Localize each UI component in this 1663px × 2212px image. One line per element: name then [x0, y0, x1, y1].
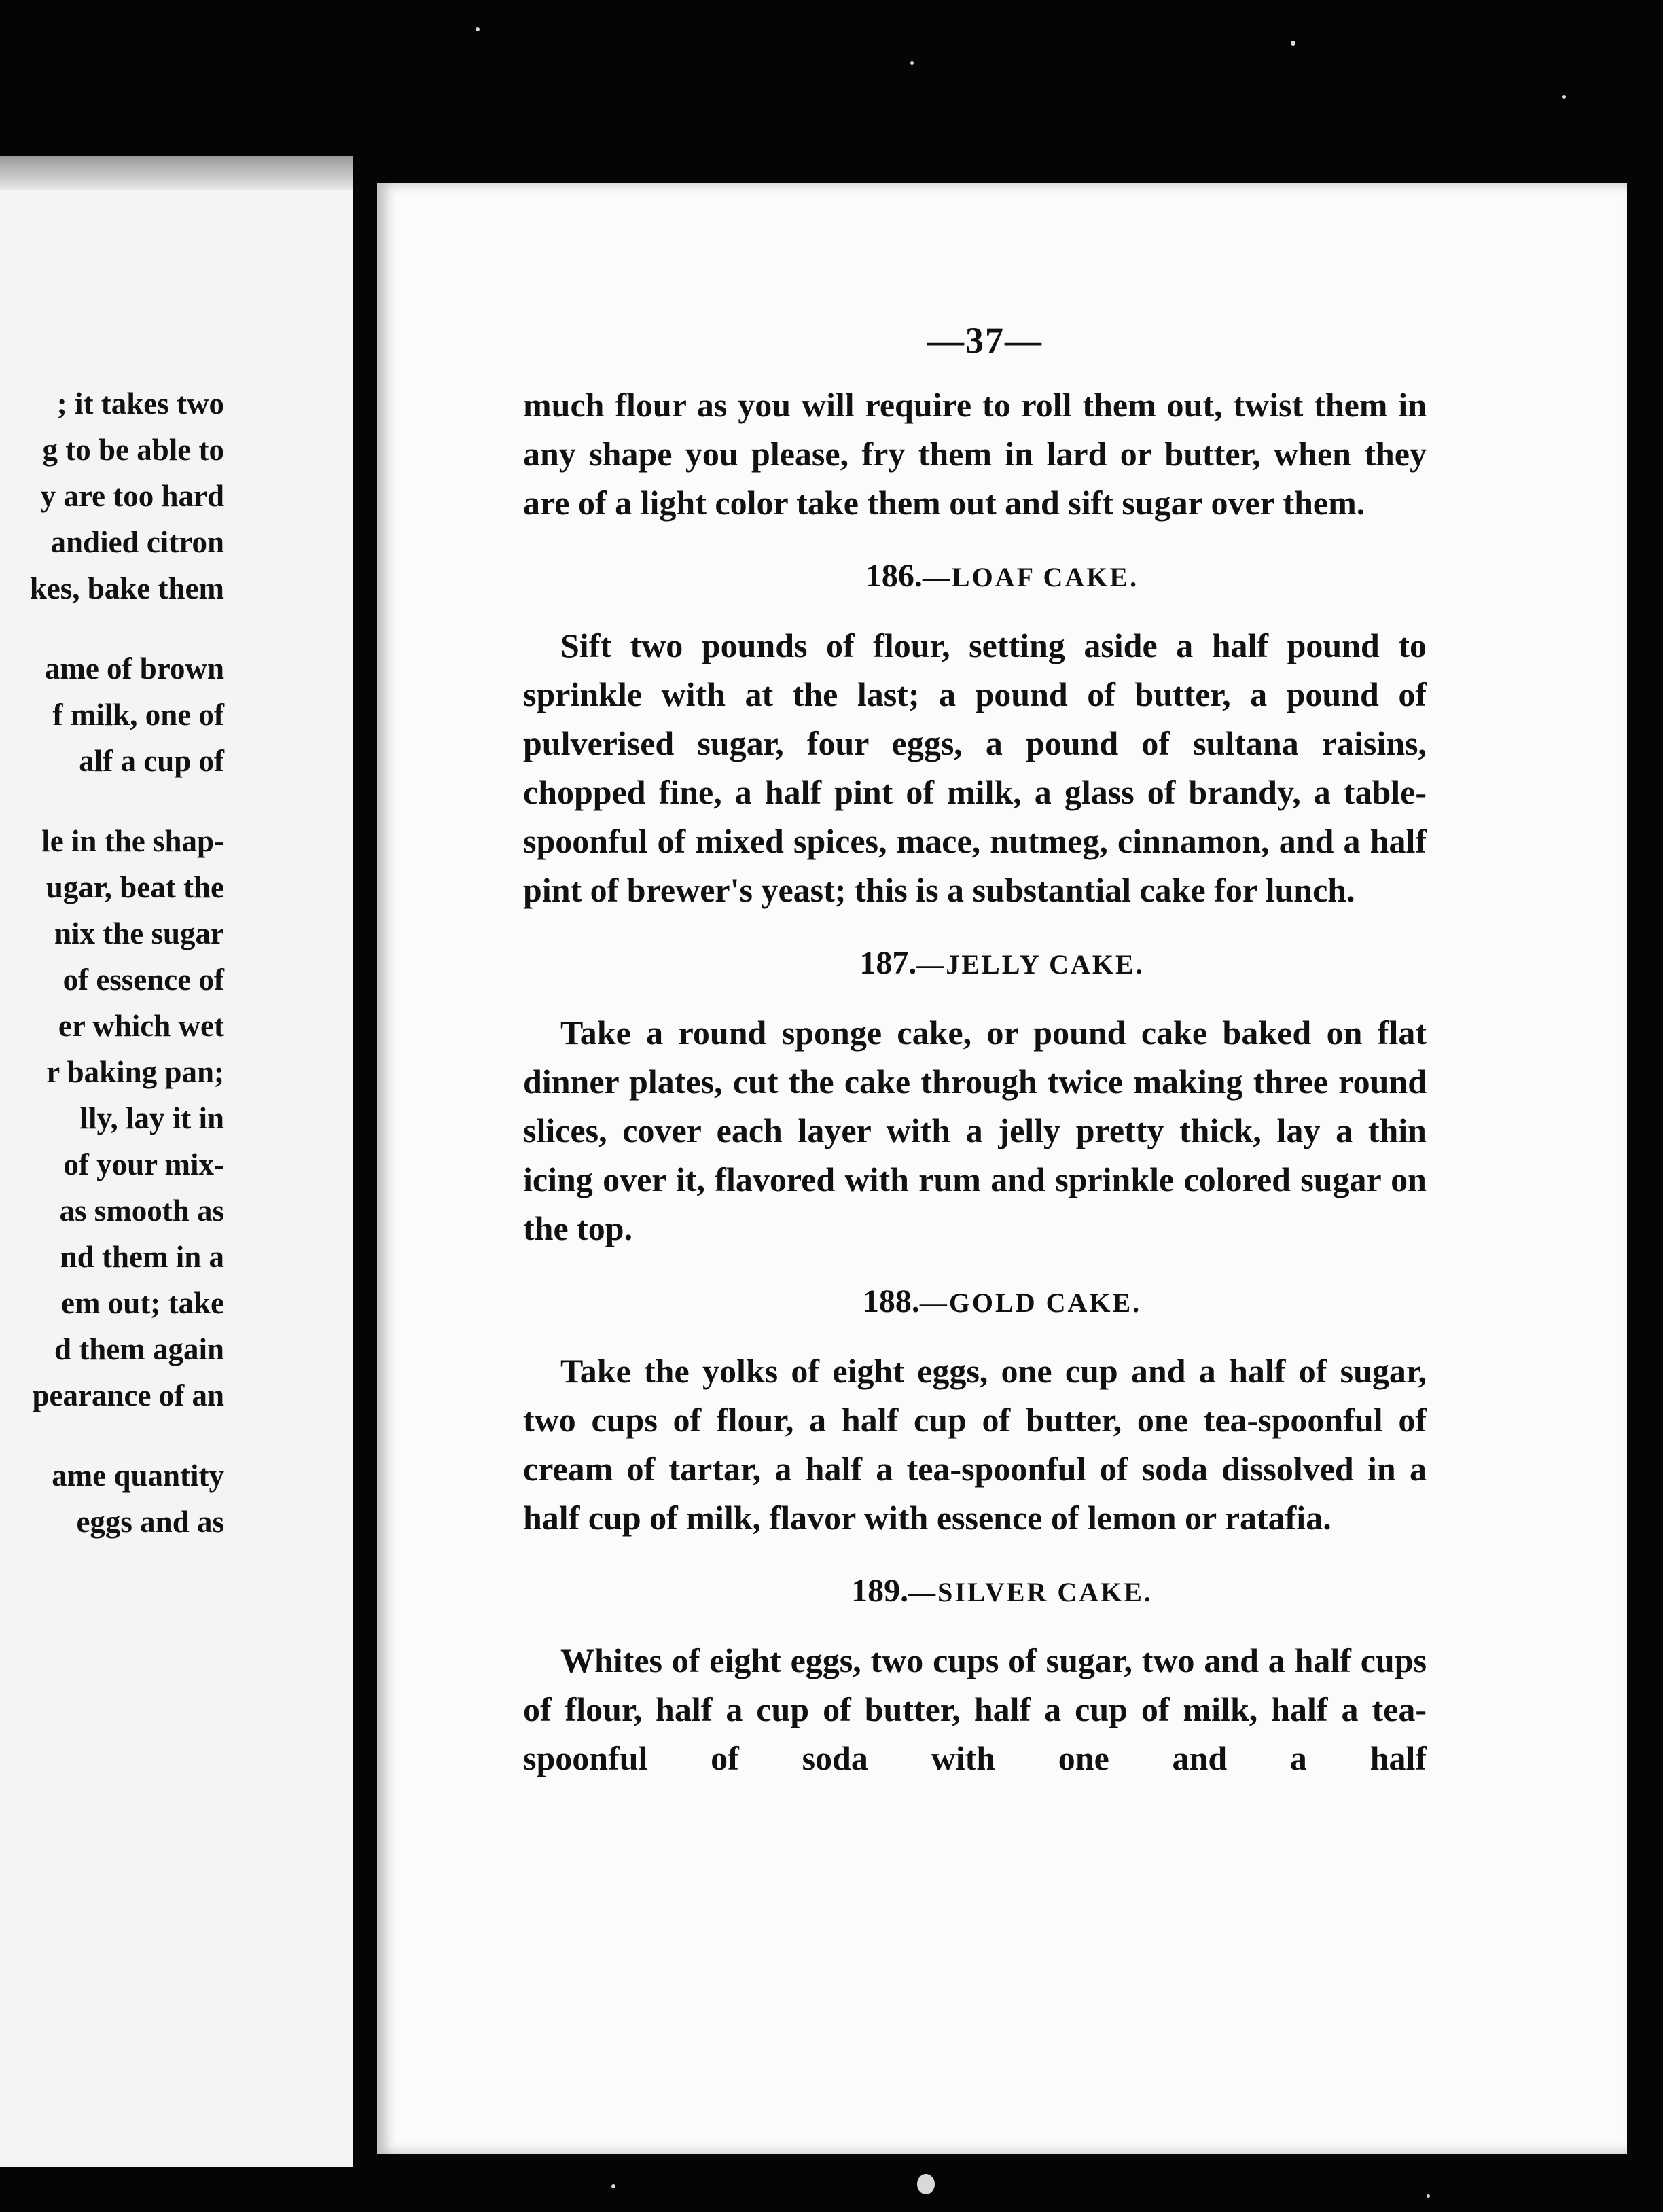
recipe-heading [523, 552, 1427, 602]
left-page-text [0, 380, 224, 1545]
left-line: y are too hard [40, 479, 224, 513]
left-line: em out; take [61, 1286, 224, 1320]
page-text [523, 380, 1427, 1783]
left-line: f milk, one of [52, 698, 224, 732]
recipe-body: Take the yolks of eight eggs, one cup and a half of sugar, two cups of flour, a half cup of butter, one tea-spoonful of cream of tartar, a half a tea-spoonful of soda dissolved in a half cup of milk, flavor with essence of lemon or ratafia. [523, 1352, 1427, 1537]
left-line: lly, lay it in [79, 1101, 224, 1135]
recipe-number: 187. [859, 945, 917, 981]
left-line: er which wet [58, 1009, 224, 1043]
recipe-title: —GOLD CAKE. [919, 1287, 1142, 1318]
dust-speck [1562, 95, 1566, 99]
left-line: andied citron [50, 525, 224, 559]
recipe-body: Take a round sponge cake, or pound cake baked on flat dinner plates, cut the cake through twice making three round slices, cover each layer with a jelly pretty thick, lay a thin icing over it, flavored with rum and sprinkle colored sugar on the top. [523, 1014, 1427, 1247]
left-line: nix the sugar [54, 916, 224, 950]
recipe-title: —JELLY CAKE. [916, 949, 1145, 980]
left-line: alf a cup of [79, 744, 224, 778]
recipe-body: Sift two pounds of flour, setting aside a half pound to sprinkle with at the last; a pound of butter, a pound of pulverised sugar, four eggs, a pound of sultana raisins, chopped fine, a half pint of milk, a glass of brandy, a table-spoonful of mixed spices, mace, nutmeg, cinnamon, and a half pint of brewer's yeast; this is a substantial cake for lunch. [523, 626, 1427, 909]
dust-speck [1291, 41, 1295, 46]
left-line: d them again [54, 1332, 224, 1366]
left-line: eggs and as [76, 1505, 224, 1539]
dust-speck [917, 2174, 935, 2194]
left-line: nd them in a [60, 1240, 224, 1274]
recipe-title: —SILVER CAKE. [908, 1577, 1153, 1607]
recipe-body: Whites of eight eggs, two cups of sugar, two and a half cups of flour, half a cup of butter, half a cup of milk, half a tea-spoonful of soda with one and a half [523, 1641, 1427, 1777]
left-line: as smooth as [59, 1194, 224, 1228]
left-line: kes, bake them [29, 571, 224, 605]
left-facing-page [0, 156, 353, 2167]
left-line: ame quantity [52, 1459, 224, 1493]
recipe-number: 188. [862, 1283, 920, 1319]
book-gutter [353, 122, 374, 2133]
left-line: of your mix- [63, 1147, 224, 1181]
recipe-heading [523, 939, 1427, 989]
left-line: g to be able to [42, 433, 224, 467]
dust-speck [611, 2184, 615, 2188]
continued-paragraph: much flour as you will require to roll them out, twist them in any shape you please, fry them in lard or butter, when they are of a light color take them out and sift sugar over them. [523, 386, 1427, 522]
recipe-title: —LOAF CAKE. [922, 562, 1139, 592]
page-number: —37— [927, 320, 1043, 361]
left-line: of essence of [62, 963, 224, 997]
dust-speck [1427, 2194, 1430, 2198]
right-page [377, 183, 1627, 2154]
left-line: ugar, beat the [46, 870, 224, 904]
left-line: le in the shap- [41, 824, 224, 858]
recipe-heading [523, 1567, 1427, 1617]
page-stack-edge [0, 156, 353, 190]
recipe-number: 186. [865, 558, 923, 594]
dust-speck [910, 61, 914, 65]
left-line: r baking pan; [46, 1055, 224, 1089]
dust-speck [476, 27, 480, 31]
recipe-number: 189. [851, 1573, 909, 1609]
left-line: ame of brown [44, 652, 224, 685]
left-line: ; it takes two [56, 387, 224, 421]
recipe-heading [523, 1277, 1427, 1327]
left-line: pearance of an [32, 1378, 224, 1412]
